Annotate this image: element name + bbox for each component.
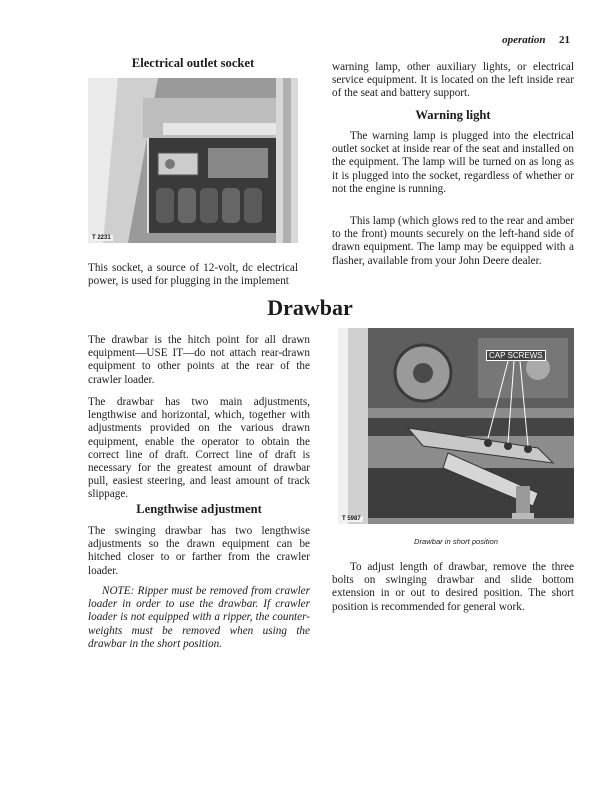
drawbar-photo-id: T 5987 — [342, 516, 361, 522]
drawbar-title: Drawbar — [267, 295, 353, 320]
drawbar-paragraph-2: The drawbar has two main adjustments, lengthwise and horizontal, which, together with adjustments provided on the various drawn equipment, enable the operator to obtain the correct line of draft. Correct line of draft is necessary for the greatest amount of drawbar pull, easiest steering, and least amount of track slippage. — [88, 396, 310, 501]
page-number: 21 — [559, 34, 570, 46]
lengthwise-adjustment-heading: Lengthwise adjustment — [136, 502, 262, 516]
electrical-outlet-heading: Electrical outlet socket — [131, 56, 255, 70]
drawbar-photo — [338, 328, 574, 524]
section-name: operation — [502, 34, 546, 46]
drawbar-note: NOTE: Ripper must be removed from crawler loader in order to use the drawbar. If crawler loader is not equipped with a ripper, the counter-weights must be removed when using the drawbar in the short position. — [88, 585, 310, 650]
drawbar-paragraph-3: The swinging drawbar has two lengthwise adjustments so the drawn equipment can be hitched closer to or farther from the crawler loader. — [88, 525, 310, 577]
warning-continued-text: warning lamp, other auxiliary lights, or electrical service equipment. It is located on the left inside rear of the seat and battery support. — [332, 61, 574, 100]
warning-light-heading: Warning light — [415, 108, 491, 122]
drawbar-paragraph-4: To adjust length of drawbar, remove the three bolts on swinging drawbar and slide bottom extension in or out to desired position. The short position is recommended for general work. — [332, 561, 574, 613]
warning-light-paragraph-1: The warning lamp is plugged into the electrical outlet socket at inside rear of the seat and installed on the equipment. The lamp will be turned on as long as it is plugged into the socket, regardless of whether or not the engine is running. — [332, 130, 574, 195]
warning-light-paragraph-2: This lamp (which glows red to the rear and amber to the front) mounts securely on the left-hand side of drawn equipment. The lamp may be equipped with a flasher, available from your John Deere dealer. — [332, 215, 574, 267]
drawbar-paragraph-1: The drawbar is the hitch point for all drawn equipment—USE IT—do not attach rear-drawn equipment to other points at the rear of the crawler loader. — [88, 334, 310, 386]
photo-id-label: T 2231 — [92, 235, 111, 241]
page-header — [502, 34, 570, 46]
drawbar-photo-caption: Drawbar in short position — [414, 537, 498, 546]
cap-screws-callout: CAP SCREWS — [486, 350, 546, 361]
electrical-socket-text: This socket, a source of 12-volt, dc electrical power, is used for plugging in the implement — [88, 262, 298, 288]
electrical-outlet-photo — [88, 78, 298, 243]
